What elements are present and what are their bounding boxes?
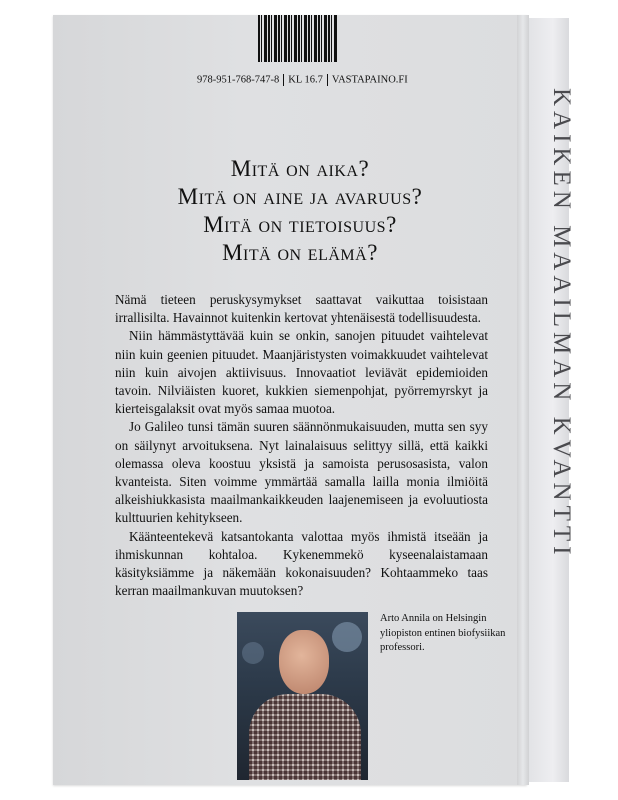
author-photo <box>237 612 368 780</box>
blurb-text <box>115 291 488 600</box>
spine-title: KAIKEN MAAILMAN KVANTTI <box>548 88 575 560</box>
question: Mitä on elämä? <box>222 240 378 265</box>
publication-info <box>197 74 408 86</box>
cover-hinge <box>517 15 529 785</box>
barcode <box>258 15 338 62</box>
divider <box>283 74 284 86</box>
question: Mitä on aika? <box>230 156 370 181</box>
question: Mitä on aine ja avaruus? <box>177 184 423 209</box>
publisher-url: VASTAPAINO.FI <box>331 74 408 86</box>
question: Mitä on tietoisuus? <box>203 212 397 237</box>
paragraph: Niin hämmästyttävää kuin se onkin, sanojen pituudet vaihtelevat niin kuin geenien pituudet. Maanjäristysten voimakkuudet vaihtelevat niin kuin aivojen aktiivisuus. Innovaatiot leviävät epidemioiden tavoin. Nilviäisten kuoret, kukkien siemenpohjat, pyörremyrskyt ja kierteisgalaksit ovat myös samaa muotoa. <box>115 328 488 417</box>
isbn: 978-951-768-747-8 <box>197 74 280 86</box>
classification: KL 16.7 <box>288 74 323 86</box>
headline-questions <box>60 155 540 267</box>
paragraph: Nämä tieteen peruskysymykset saattavat vaikuttaa toisistaan irrallisilta. Havainnot kuitenkin kertovat yhtenäisestä todellisuudesta. <box>115 292 488 326</box>
author-caption: Arto Annila on Helsingin yliopiston entinen biofysiikan professori. <box>380 613 506 653</box>
paragraph: Käänteentekevä katsantokanta valottaa myös ihmistä itseään ja ihmiskunnan kohtaloa. Kykenemmekö kyseenalaistamaan käsityksiämme ja näkemään kokonaisuuden? Kohtaammeko taas kerran maailmankuvan muutoksen? <box>115 528 488 599</box>
divider <box>327 74 328 86</box>
paragraph: Jo Galileo tunsi tämän suuren säännönmukaisuuden, mutta sen syy on säilynyt arvoituksena. Nyt lainalaisuus selittyy sillä, että kaikki olemassa oleva koostuu yksistä ja samoista perusosasista, valon kvanteista. Siten voimme ymmärtää samalla lailla monia ilmiöitä alkeishiukkasista maailmankaikkeuden laajenemiseen ja evoluutiosta kulttuurien kehitykseen. <box>115 419 488 526</box>
